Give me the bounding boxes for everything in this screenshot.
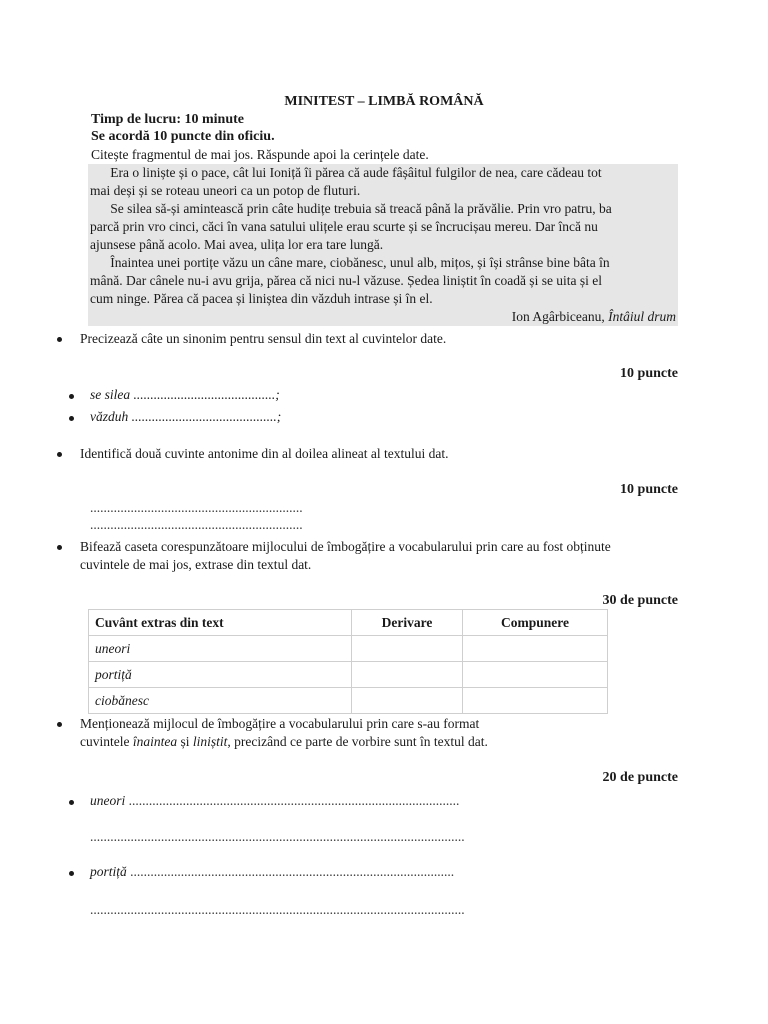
q4-word: liniștit [192,734,228,749]
q1-item-2 [90,409,281,425]
answer-dots[interactable]: ............................................................... [90,517,303,532]
q2-text: Identifică două cuvinte antonime din al doilea alineat al textului dat. [80,446,449,461]
bullet [57,452,62,457]
derivation-checkbox-cell[interactable] [352,636,463,662]
q4-points: 20 de puncte [602,770,678,785]
fragment-line: ajunsese până acolo. Mai avea, ulița lor era tare lungă. [90,237,384,252]
q4-item-word: portiță [90,864,127,879]
instruction: Citește fragmentul de mai jos. Răspunde apoi la cerințele date. [91,147,429,162]
bullet [69,871,74,876]
column-header: Derivare [352,610,463,636]
table-header-row [89,610,608,636]
table-row [89,662,608,688]
bullet [57,722,62,727]
classification-table [88,609,608,714]
composition-checkbox-cell[interactable] [463,688,608,714]
fragment-line: mână. Dar cânele nu-i avu grija, părea că nici nu-l văzuse. Ședea liniștit în coadă și se uita și el [90,273,603,288]
author: Ion Agârbiceanu, [511,309,609,324]
q4-item-1 [90,793,459,809]
q4-word: înaintea [132,734,178,749]
answer-dots[interactable]: ............................................................... [90,500,303,515]
word-cell: uneori [89,636,352,662]
fragment-line: Înaintea unei portițe văzu un câne mare, ciobănesc, unul alb, mițos, și își strânse bine bâta în [90,255,610,270]
bullet [69,394,74,399]
fragment-line: parcă prin vro cinci, căci în vana satului ulițele erau scurte și se încrucișau mereu. Dar încă nu [90,219,598,234]
work-title: Întâiul drum [608,309,676,324]
q2-points: 10 puncte [620,482,678,497]
column-header: Compunere [463,610,608,636]
q3-text: Bifează caseta corespunzătoare mijlocului de îmbogățire a vocabularului prin care au fost obținute [80,539,611,554]
q4-text: Menționează mijlocul de îmbogățire a vocabularului prin care s-au format [80,716,480,731]
q1-item-1 [90,387,280,403]
answer-dots[interactable]: ...........................................; [128,409,282,424]
bullet [57,337,62,342]
time-limit: Timp de lucru: 10 minute [91,112,244,127]
bullet [57,545,62,550]
q4-text-part: cuvintele [80,734,133,749]
q4-item-word: uneori [90,793,126,808]
q4-text-part: , precizând ce parte de vorbire sunt în textul dat. [227,734,488,749]
table-row [89,688,608,714]
answer-dots[interactable]: ................................................................................................ [126,864,455,879]
fragment-line: Era o liniște și o pace, cât lui Ioniță îi părea că aude fâșâitul fulgilor de nea, care cădeau tot [90,165,602,180]
fragment-line: cum ninge. Părea că pacea și liniștea din văzduh intrase și în el. [90,291,433,306]
word-cell: ciobănesc [89,688,352,714]
fragment-line: Se silea să-și amintească prin câte hudițe trebuia să treacă până la prăvălie. Prin vro patru, ba [90,201,612,216]
page-title: MINITEST – LIMBĂ ROMÂNĂ [284,94,484,109]
derivation-checkbox-cell[interactable] [352,688,463,714]
q3-text: cuvintele de mai jos, extrase din textul dat. [80,557,312,572]
q1-text: Precizează câte un sinonim pentru sensul din text al cuvintelor date. [80,331,447,346]
q1-points: 10 puncte [620,366,678,381]
column-header: Cuvânt extras din text [89,610,352,636]
bullet [69,800,74,805]
q4-item-2 [90,864,454,880]
derivation-checkbox-cell[interactable] [352,662,463,688]
q4-text-part: și [177,734,193,749]
answer-dots[interactable]: .................................................................................................. [125,793,460,808]
fragment-source [512,309,676,325]
q1-word: văzduh [90,409,129,424]
answer-dots[interactable]: ............................................................................................................... [90,902,465,917]
word-cell: portiță [89,662,352,688]
table-row [89,636,608,662]
answer-dots[interactable]: ............................................................................................................... [90,829,465,844]
bonus-points: Se acordă 10 puncte din oficiu. [91,129,275,144]
q4-text-2 [80,734,488,750]
composition-checkbox-cell[interactable] [463,662,608,688]
composition-checkbox-cell[interactable] [463,636,608,662]
q1-word: se silea [90,387,131,402]
q3-points: 30 de puncte [602,593,678,608]
answer-dots[interactable]: ..........................................; [130,387,280,402]
fragment-line: mai deși și se roteau uneori ca un potop de fluturi. [90,183,361,198]
bullet [69,416,74,421]
